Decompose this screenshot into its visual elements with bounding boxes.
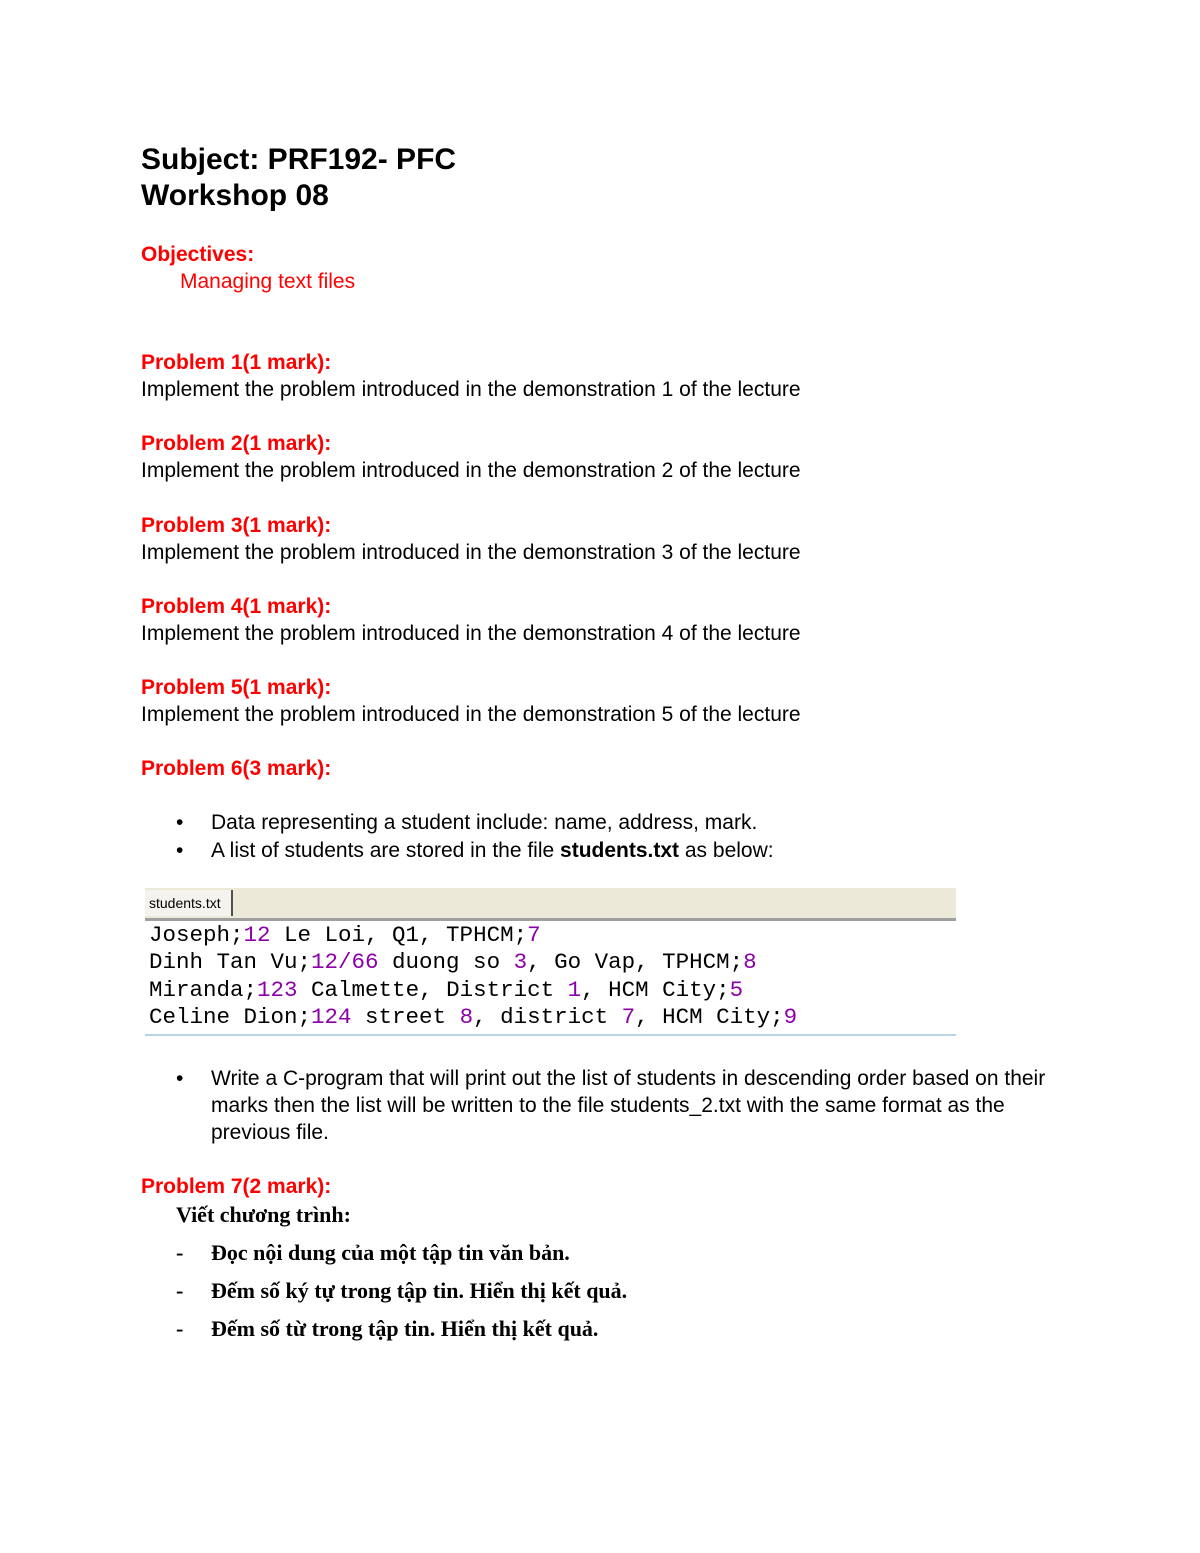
problem-3-text: Implement the problem introduced in the demonstration 3 of the lecture xyxy=(141,541,801,564)
problem-7-intro: Viết chương trình: xyxy=(176,1202,351,1227)
editor-text-token: , Go Vap, TPHCM; xyxy=(527,949,744,976)
editor-text-token: Dinh Tan Vu; xyxy=(149,949,312,976)
editor-number-token: 8 xyxy=(743,949,757,976)
bullet-2-text-after: as below: xyxy=(679,839,774,862)
editor-number-token: 123 xyxy=(257,976,298,1003)
problem-4-text: Implement the problem introduced in the demonstration 4 of the lecture xyxy=(141,622,801,645)
editor-text-token: street xyxy=(351,1004,460,1031)
bullet-2-text-before: A list of students are stored in the file xyxy=(211,839,561,862)
bullet-marker: • xyxy=(176,1067,184,1090)
editor-number-token: 8 xyxy=(459,1004,474,1031)
editor-number-token: 124 xyxy=(311,1004,352,1031)
filename-students-txt: students.txt xyxy=(560,839,680,862)
problem-6-heading: Problem 6(3 mark): xyxy=(141,757,332,780)
problem-1-text: Implement the problem introduced in the demonstration 1 of the lecture xyxy=(141,378,801,401)
bullet-marker: • xyxy=(176,839,184,862)
dash-marker: - xyxy=(176,1240,184,1265)
editor-tab-students-txt[interactable]: students.txt xyxy=(145,890,233,916)
workshop-title: Workshop 08 xyxy=(141,179,329,212)
editor-number-token: 3 xyxy=(513,949,528,976)
problem-3-heading: Problem 3(1 mark): xyxy=(141,514,332,537)
editor-text-token: Le Loi, Q1, TPHCM; xyxy=(270,922,528,948)
problem-7-heading: Problem 7(2 mark): xyxy=(141,1175,332,1198)
editor-text-token: duong so xyxy=(378,949,514,976)
editor-number-token: 9 xyxy=(783,1004,798,1031)
editor-text-token: Calmette, District xyxy=(297,976,568,1003)
text-editor-screenshot xyxy=(145,888,956,1036)
editor-number-token: 12/66 xyxy=(311,949,379,976)
editor-tab-bar xyxy=(145,888,956,921)
editor-text-token: , HCM City; xyxy=(635,1004,784,1031)
editor-text-token: Joseph; xyxy=(149,922,244,948)
problem-6-bullet-1: Data representing a student include: name, address, mark. xyxy=(211,811,758,834)
problem-1-heading: Problem 1(1 mark): xyxy=(141,351,332,374)
editor-line xyxy=(149,949,797,976)
editor-line xyxy=(149,977,797,1004)
editor-text-token: , HCM City; xyxy=(581,976,730,1003)
subject-title: Subject: PRF192- PFC xyxy=(141,143,457,176)
problem-2-text: Implement the problem introduced in the demonstration 2 of the lecture xyxy=(141,459,801,482)
problem-5-text: Implement the problem introduced in the demonstration 5 of the lecture xyxy=(141,703,801,726)
objectives-label: Objectives: xyxy=(141,243,255,266)
editor-line xyxy=(149,922,797,949)
problem-6-bullet-3: Write a C-program that will print out the list of students in descending order based on their marks then the list will be written to the file students_2.txt with the same format as the previous file. xyxy=(211,1067,1046,1144)
editor-number-token: 7 xyxy=(621,1004,636,1031)
editor-text-token: Miranda; xyxy=(149,976,258,1003)
problem-7-item-1: Đọc nội dung của một tập tin văn bản. xyxy=(211,1240,570,1265)
editor-text-token: , district xyxy=(473,1004,622,1031)
dash-marker: - xyxy=(176,1278,184,1303)
bullet-marker: • xyxy=(176,811,184,834)
editor-number-token: 1 xyxy=(567,976,582,1003)
problem-7-item-2: Đếm số ký tự trong tập tin. Hiển thị kết quả. xyxy=(211,1278,628,1303)
editor-bottom-border xyxy=(145,1034,956,1036)
editor-text-token: Celine Dion; xyxy=(149,1004,312,1031)
problem-2-heading: Problem 2(1 mark): xyxy=(141,432,332,455)
editor-number-token: 7 xyxy=(527,922,541,948)
problem-7-item-3: Đếm số từ trong tập tin. Hiển thị kết quả. xyxy=(211,1316,599,1341)
editor-number-token: 12 xyxy=(243,922,271,948)
problem-6-bullet-2 xyxy=(211,837,1061,864)
editor-number-token: 5 xyxy=(729,976,744,1003)
editor-content xyxy=(149,922,797,1032)
dash-marker: - xyxy=(176,1316,184,1341)
editor-line xyxy=(149,1004,797,1031)
objectives-text: Managing text files xyxy=(180,270,356,293)
problem-5-heading: Problem 5(1 mark): xyxy=(141,676,332,699)
problem-4-heading: Problem 4(1 mark): xyxy=(141,595,332,618)
